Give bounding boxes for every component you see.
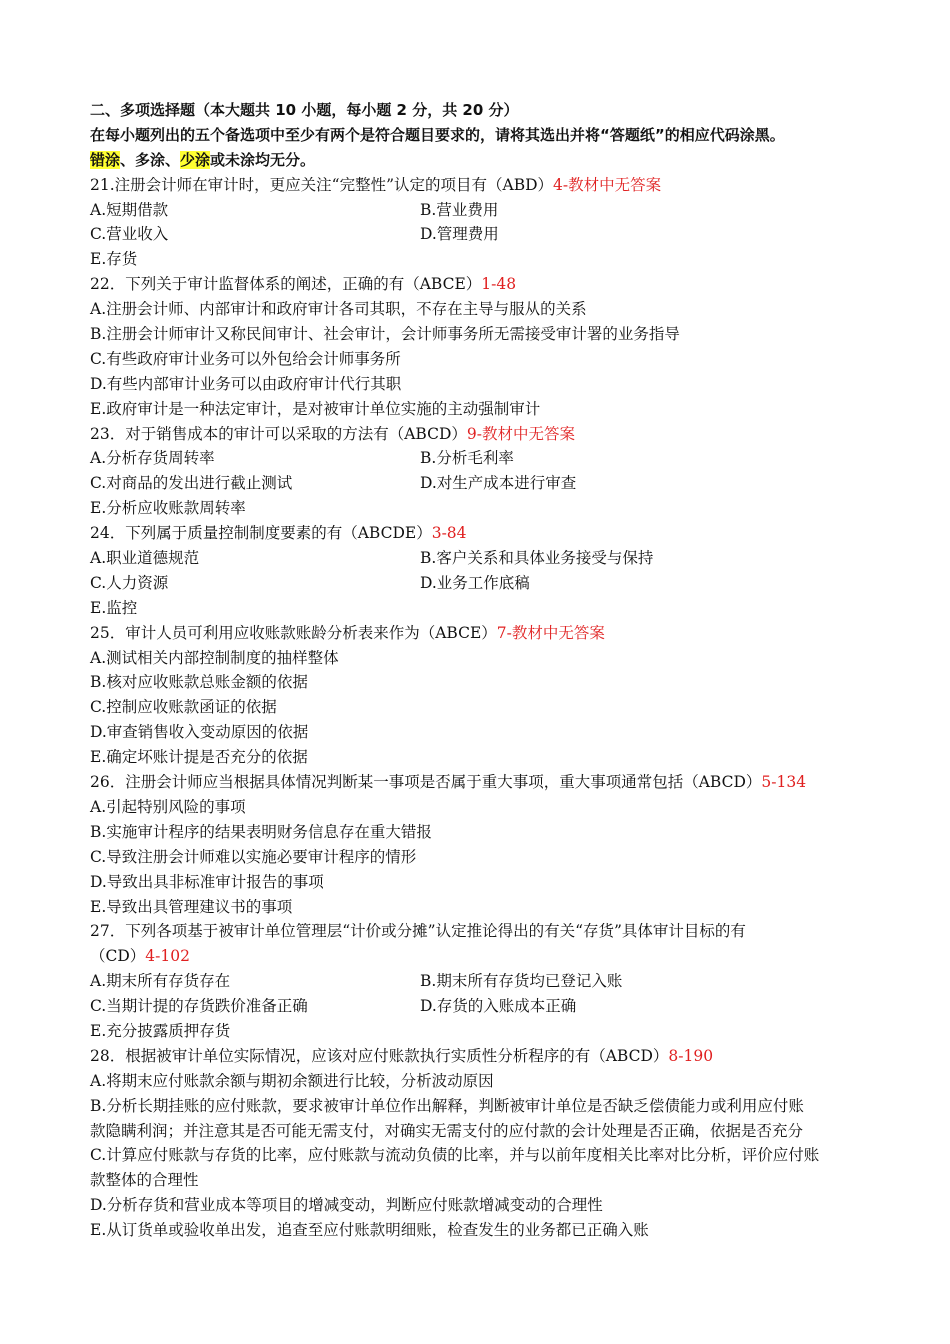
question-27-stem-line2: （CD）4-102 — [90, 947, 190, 966]
option-a: A.短期借款 — [90, 200, 169, 219]
option-a: A.职业道德规范 — [90, 549, 200, 568]
option-b: B.客户关系和具体业务接受与保持 — [420, 549, 654, 568]
options-row — [90, 994, 880, 1019]
option-b: B.分析毛利率 — [420, 449, 514, 468]
options-row — [90, 471, 880, 496]
options-row — [90, 969, 880, 994]
question-section — [90, 98, 880, 1243]
question-22-stem: 22．下列关于审计监督体系的阐述，正确的有（ABCE）1-48 — [90, 275, 517, 294]
option-b: B.期末所有存货均已登记入账 — [420, 972, 623, 991]
option-b: B.注册会计师审计又称民间审计、社会审计，会计师事务所无需接受审计署的业务指导 — [90, 325, 680, 344]
option-c: C.计算应付账款与存货的比率，应付账款与流动负债的比率，并与以前年度相关比率对比分析，评价应付账 — [90, 1146, 820, 1165]
option-d: D.分析存货和营业成本等项目的增减变动，判断应付账款增减变动的合理性 — [90, 1196, 603, 1215]
option-e: E.监控 — [90, 598, 138, 617]
question-ref: 7-教材中无答案 — [496, 623, 605, 642]
option-e: E.分析应收账款周转率 — [90, 499, 246, 518]
option-c: C.控制应收账款函证的依据 — [90, 698, 277, 717]
option-d: D.导致出具非标准审计报告的事项 — [90, 872, 324, 891]
question-23-stem: 23．对于销售成本的审计可以采取的方法有（ABCD）9-教材中无答案 — [90, 424, 575, 443]
option-d: D.业务工作底稿 — [420, 573, 530, 592]
option-a: A.分析存货周转率 — [90, 449, 215, 468]
option-b: B.实施审计程序的结果表明财务信息存在重大错报 — [90, 822, 432, 841]
question-ref: 1-48 — [481, 275, 517, 294]
rule-separator: 、多涂、 — [120, 150, 181, 169]
option-d: D.存货的入账成本正确 — [420, 997, 577, 1016]
section-rule — [90, 148, 880, 173]
option-a: A.注册会计师、内部审计和政府审计各司其职，不存在主导与服从的关系 — [90, 300, 587, 319]
option-d: D.对生产成本进行审查 — [420, 474, 577, 493]
options-row — [90, 198, 880, 223]
option-a: A.将期末应付账款余额与期初余额进行比较，分析波动原因 — [90, 1071, 494, 1090]
question-21-stem: 21.注册会计师在审计时，更应关注“完整性”认定的项目有（ABD）4-教材中无答案 — [90, 175, 662, 194]
option-d: D.有些内部审计业务可以由政府审计代行其职 — [90, 374, 402, 393]
option-c-continued: 款整体的合理性 — [90, 1171, 199, 1190]
options-row — [90, 571, 880, 596]
question-26-stem: 26．注册会计师应当根据具体情况判断某一事项是否属于重大事项，重大事项通常包括（ABCD）5-134 — [90, 773, 807, 792]
option-a: A.引起特别风险的事项 — [90, 797, 246, 816]
rule-rest: 或未涂均无分。 — [210, 150, 316, 169]
question-ref: 4-102 — [145, 947, 190, 966]
option-e: E.存货 — [90, 250, 138, 269]
options-row — [90, 446, 880, 471]
highlight-wrong-fill: 错涂 — [90, 150, 121, 169]
options-row — [90, 546, 880, 571]
option-c: C.导致注册会计师难以实施必要审计程序的情形 — [90, 847, 417, 866]
options-row — [90, 222, 880, 247]
question-ref: 3-84 — [431, 524, 467, 543]
option-c: C.对商品的发出进行截止测试 — [90, 474, 293, 493]
option-e: E.政府审计是一种法定审计，是对被审计单位实施的主动强制审计 — [90, 399, 541, 418]
option-d: D.审查销售收入变动原因的依据 — [90, 723, 309, 742]
option-e: E.确定坏账计提是否充分的依据 — [90, 748, 308, 767]
question-25-stem: 25．审计人员可利用应收账款账龄分析表来作为（ABCE）7-教材中无答案 — [90, 623, 605, 642]
option-a: A.测试相关内部控制制度的抽样整体 — [90, 648, 339, 667]
question-ref: 5-134 — [761, 773, 807, 792]
option-e: E.导致出具管理建议书的事项 — [90, 897, 293, 916]
option-a: A.期末所有存货存在 — [90, 972, 231, 991]
option-b: B.营业费用 — [420, 200, 499, 219]
option-e: E.从订货单或验收单出发，追查至应付账款明细账，检查发生的业务都已正确入账 — [90, 1221, 649, 1240]
option-d: D.管理费用 — [420, 225, 499, 244]
option-e: E.充分披露质押存货 — [90, 1021, 231, 1040]
option-b: B.分析长期挂账的应付账款，要求被审计单位作出解释，判断被审计单位是否缺乏偿债能力或利用应付账 — [90, 1096, 804, 1115]
option-c: C.营业收入 — [90, 225, 169, 244]
option-c: C.当期计提的存货跌价准备正确 — [90, 997, 308, 1016]
question-28-stem: 28．根据被审计单位实际情况，应该对应付账款执行实质性分析程序的有（ABCD）8-190 — [90, 1046, 714, 1065]
option-c: C.有些政府审计业务可以外包给会计师事务所 — [90, 349, 401, 368]
question-ref: 9-教材中无答案 — [466, 424, 575, 443]
question-24-stem: 24．下列属于质量控制制度要素的有（ABCDE）3-84 — [90, 524, 467, 543]
question-ref: 8-190 — [668, 1046, 714, 1065]
question-27-stem-line1: 27．下列各项基于被审计单位管理层“计价或分摊”认定推论得出的有关“存货”具体审计目标的有 — [90, 922, 746, 941]
question-ref: 4-教材中无答案 — [553, 175, 662, 194]
option-c: C.人力资源 — [90, 573, 169, 592]
highlight-less-fill: 少涂 — [180, 150, 211, 169]
option-b: B.核对应收账款总账金额的依据 — [90, 673, 308, 692]
section-heading: 二、多项选择题（本大题共 10 小题，每小题 2 分，共 20 分） — [90, 101, 519, 119]
section-instruction: 在每小题列出的五个备选项中至少有两个是符合题目要求的，请将其选出并将“答题纸”的相应代码涂黑。 — [90, 125, 785, 144]
option-b-continued: 款隐瞒利润；并注意其是否可能无需支付，对确实无需支付的应付款的会计处理是否正确，依据是否充分 — [90, 1121, 804, 1140]
